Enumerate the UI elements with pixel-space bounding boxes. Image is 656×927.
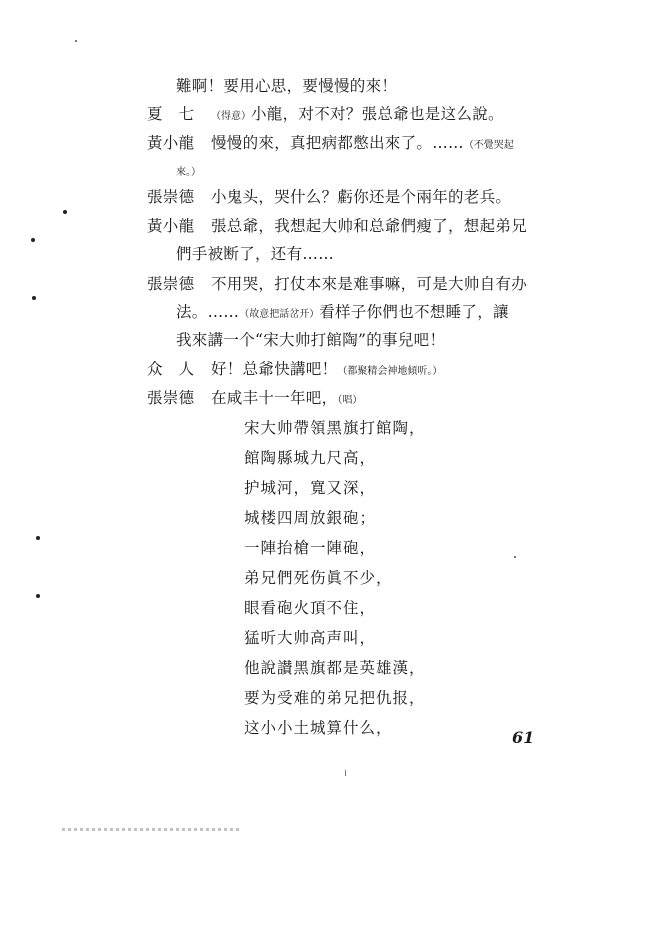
line-text: 我來講一个“宋大帅打館陶”的事兒吧！: [176, 331, 446, 349]
dialogue-line: [147, 388, 362, 411]
line-text: 難啊！要用心思，要慢慢的來！: [176, 77, 398, 95]
verse-line: 一陣抬槍一陣砲，: [244, 539, 377, 557]
margin-dot: [32, 296, 36, 300]
verse-line: 弟兄們死伤眞不少，: [244, 569, 393, 587]
verse-line: 护城河，寬又深，: [244, 479, 377, 497]
page-number: 61: [512, 728, 535, 747]
text-line: [176, 76, 397, 96]
verse-line: 这小小土城算什么，: [244, 719, 393, 737]
text-line: [176, 330, 445, 350]
scan-speck: [345, 770, 346, 776]
line-text: 在咸丰十一年吧，: [211, 389, 338, 407]
stage-direction: 來。）: [176, 167, 201, 178]
margin-dot: [36, 536, 40, 540]
stage-direction: （得意）: [211, 111, 251, 122]
verse-line: 眼看砲火頂不住，: [244, 599, 377, 617]
line-text: 慢慢的來，真把病都憋出來了。……: [211, 134, 464, 152]
dialogue-line: [147, 133, 514, 156]
stage-direction: （故意把話岔开）: [239, 309, 320, 320]
line-text: 看样子你們也不想睡了，讓: [319, 303, 509, 321]
stage-direction: （唱）: [337, 395, 363, 406]
line-text: 小鬼头，哭什么？虧你还是个兩年的老兵。: [211, 188, 512, 206]
dialogue-line: [147, 216, 527, 236]
scan-speck: [514, 556, 516, 558]
speaker-name: 众 人: [147, 360, 195, 378]
margin-dot: [63, 210, 67, 214]
line-text: 小龍，对不对？張总爺也是这么說。: [251, 105, 504, 123]
speaker-name: 黃小龍: [147, 134, 195, 152]
speaker-name: 黃小龍: [147, 217, 195, 235]
speaker-name: 張崇德: [147, 389, 195, 407]
speaker-name: 張崇德: [147, 188, 195, 206]
stage-direction: （都聚精会神地傾听。）: [337, 366, 443, 377]
verse-line: 城楼四周放銀砲；: [244, 509, 377, 527]
verse-line: 宋大帅帶領黑旗打館陶，: [244, 419, 426, 437]
text-line: [176, 302, 509, 325]
verse-line: 猛听大帅高声叫，: [244, 629, 377, 647]
scan-speck: [75, 40, 77, 42]
line-text: 們手被断了，还有……: [176, 245, 335, 263]
dialogue-line: [147, 274, 527, 294]
margin-dot: [36, 594, 40, 598]
scan-smudge: [62, 828, 242, 831]
text-line: [176, 160, 201, 183]
verse-line: 館陶縣城九尺高，: [244, 449, 377, 467]
verse-line: 他說讃黑旗都是英雄漢，: [244, 659, 426, 677]
dialogue-line: [147, 359, 442, 382]
verse-line: 要为受难的弟兄把仇报，: [244, 689, 426, 707]
speaker-name: 夏 七: [147, 105, 195, 123]
dialogue-line: [147, 104, 504, 127]
speaker-name: 張崇德: [147, 275, 195, 293]
line-text: 張总爺，我想起大帅和总爺們瘦了，想起弟兄: [211, 217, 528, 235]
text-line: [176, 244, 334, 264]
dialogue-line: [147, 187, 511, 207]
margin-dot: [31, 238, 35, 242]
line-text: 好！总爺快講吧！: [211, 360, 338, 378]
line-text: 不用哭，打仗本來是难事嘛，可是大帅自有办: [211, 275, 528, 293]
stage-direction: （不覺哭起: [463, 140, 514, 151]
line-text: 法。……: [176, 303, 240, 321]
